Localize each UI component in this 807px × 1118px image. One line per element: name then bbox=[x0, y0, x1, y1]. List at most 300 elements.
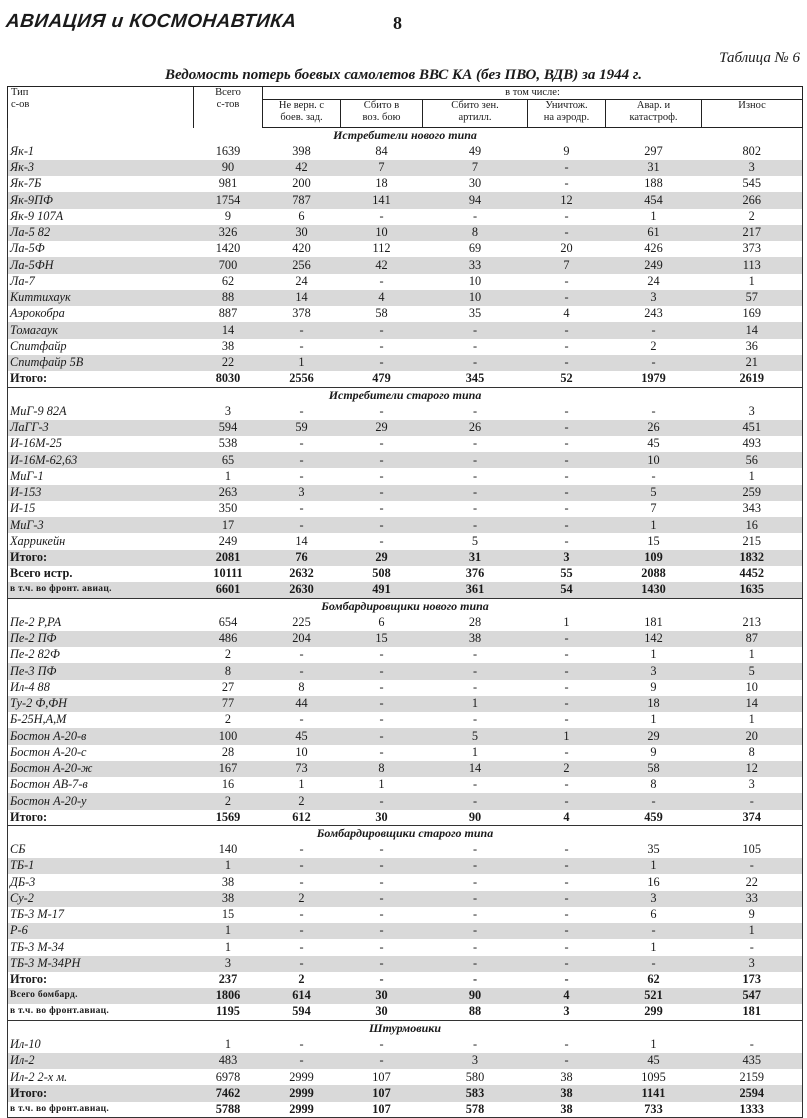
value-cell: 3 bbox=[263, 485, 341, 501]
value-cell: 29 bbox=[341, 550, 423, 566]
table-row bbox=[8, 745, 803, 761]
value-cell: - bbox=[263, 322, 341, 338]
value-cell: - bbox=[299, 468, 304, 483]
value-cell: 491 bbox=[341, 582, 423, 598]
value-cell: 5788 bbox=[194, 1102, 263, 1118]
col-header-wear bbox=[702, 100, 803, 128]
value-cell: 88 bbox=[194, 290, 263, 306]
value-cell: - bbox=[379, 972, 384, 987]
table-row bbox=[8, 923, 803, 939]
value-cell: 1569 bbox=[194, 810, 263, 826]
value-cell: 217 bbox=[702, 225, 803, 241]
value-cell: 4 bbox=[528, 988, 606, 1004]
value-cell: 142 bbox=[606, 631, 702, 647]
section-title: Бомбардировщики старого типа bbox=[316, 826, 494, 841]
value-cell: 30 bbox=[263, 225, 341, 241]
value-cell: 14 bbox=[263, 290, 341, 306]
value-cell: - bbox=[606, 322, 702, 338]
value-cell: 2630 bbox=[263, 582, 341, 598]
value-cell: 1095 bbox=[641, 1069, 666, 1084]
value-cell: - bbox=[299, 712, 304, 727]
value-cell: 38 bbox=[528, 1102, 606, 1118]
value-cell: 213 bbox=[742, 614, 761, 629]
value-cell: 42 bbox=[263, 160, 341, 176]
value-cell: 259 bbox=[702, 485, 803, 501]
aircraft-type-cell: МиГ-3 bbox=[8, 517, 194, 533]
aircraft-type-cell: ДБ-3 bbox=[10, 874, 36, 889]
value-cell: - bbox=[379, 842, 384, 857]
value-cell: 1 bbox=[563, 614, 570, 629]
table-row bbox=[8, 615, 803, 631]
value-cell: 38 bbox=[560, 1069, 573, 1084]
value-cell: 1 bbox=[298, 777, 305, 792]
value-cell: 426 bbox=[644, 241, 663, 256]
value-cell: - bbox=[606, 923, 702, 939]
value-cell: - bbox=[341, 728, 423, 744]
value-cell: 90 bbox=[423, 810, 528, 826]
aircraft-type-cell: Бостон А-20-с bbox=[10, 744, 87, 759]
value-cell: - bbox=[379, 403, 384, 418]
value-cell: 61 bbox=[606, 225, 702, 241]
value-cell: 38 bbox=[528, 1085, 606, 1101]
value-cell: - bbox=[528, 923, 606, 939]
value-cell: 38 bbox=[194, 891, 263, 907]
value-cell: - bbox=[299, 1037, 304, 1052]
value-cell: - bbox=[341, 956, 423, 972]
value-cell: 49 bbox=[468, 143, 482, 158]
value-cell: - bbox=[263, 858, 341, 874]
aircraft-type-cell: Бостон А-20-ж bbox=[8, 761, 194, 777]
value-cell: - bbox=[528, 696, 606, 712]
value-cell: 2 bbox=[748, 208, 755, 223]
value-cell: - bbox=[472, 777, 478, 792]
value-cell: 451 bbox=[702, 420, 803, 436]
section-title-row bbox=[8, 128, 803, 144]
value-cell: 9 bbox=[224, 208, 232, 223]
value-cell: 9 bbox=[650, 679, 657, 694]
value-cell: - bbox=[564, 403, 569, 418]
value-cell: 1 bbox=[606, 517, 702, 533]
aircraft-type-cell: И-153 bbox=[8, 485, 194, 501]
value-cell: - bbox=[564, 907, 569, 922]
value-cell: - bbox=[341, 696, 423, 712]
value-cell: 22 bbox=[194, 355, 263, 371]
value-cell: 88 bbox=[423, 1004, 528, 1020]
value-cell: 29 bbox=[606, 728, 702, 744]
value-cell: - bbox=[263, 663, 341, 679]
value-cell: 7462 bbox=[194, 1085, 263, 1101]
value-cell: 57 bbox=[702, 290, 803, 306]
table-row bbox=[8, 257, 803, 273]
table-row bbox=[8, 566, 803, 582]
value-cell: 266 bbox=[702, 192, 803, 208]
table-row bbox=[8, 1069, 803, 1085]
value-cell: 594 bbox=[263, 1004, 341, 1020]
aircraft-type-cell: Спитфайр bbox=[10, 338, 67, 353]
value-cell: 15 bbox=[221, 907, 235, 922]
value-cell: 483 bbox=[194, 1053, 263, 1069]
value-cell: 8 bbox=[194, 663, 263, 679]
value-cell: 105 bbox=[742, 842, 761, 857]
table-row bbox=[8, 939, 803, 955]
value-cell: 654 bbox=[218, 614, 238, 629]
value-cell: 33 bbox=[423, 257, 528, 273]
value-cell: 65 bbox=[194, 452, 263, 468]
aircraft-type-cell: ТБ-3 М-17 bbox=[10, 907, 65, 922]
value-cell: 614 bbox=[263, 988, 341, 1004]
value-cell: 3 bbox=[702, 160, 803, 176]
table-row bbox=[8, 712, 803, 728]
aircraft-type-cell: ТБ-3 М-34РН bbox=[8, 956, 194, 972]
value-cell: - bbox=[423, 923, 528, 939]
value-cell: - bbox=[423, 891, 528, 907]
value-cell: - bbox=[528, 485, 606, 501]
value-cell: 76 bbox=[263, 550, 341, 566]
value-cell: 508 bbox=[372, 566, 391, 581]
table-row bbox=[8, 777, 803, 793]
value-cell: 15 bbox=[341, 631, 423, 647]
col-header-flak-text: Сбито зен. артилл. bbox=[451, 100, 499, 123]
aircraft-type-cell: МиГ-9 82А bbox=[10, 403, 67, 418]
value-cell: 204 bbox=[263, 631, 341, 647]
value-cell: 55 bbox=[560, 566, 573, 581]
value-cell: 30 bbox=[341, 988, 423, 1004]
table-row bbox=[8, 241, 803, 257]
value-cell: 2159 bbox=[739, 1069, 765, 1084]
table-row bbox=[8, 1004, 803, 1020]
value-cell: 10 bbox=[745, 679, 758, 694]
value-cell: 4 bbox=[563, 306, 570, 321]
value-cell: 9 bbox=[650, 744, 657, 759]
value-cell: - bbox=[564, 939, 569, 954]
value-cell: 36 bbox=[745, 338, 758, 353]
table-row bbox=[8, 1085, 803, 1101]
value-cell: 52 bbox=[528, 371, 606, 387]
aircraft-type-cell: ЛаГГ-3 bbox=[8, 420, 194, 436]
value-cell: 8 bbox=[748, 744, 755, 759]
table-row bbox=[8, 306, 803, 322]
value-cell: - bbox=[299, 842, 304, 857]
table-row bbox=[8, 371, 803, 387]
aircraft-type-cell: Итого: bbox=[8, 371, 194, 387]
value-cell: 580 bbox=[465, 1069, 485, 1084]
value-cell: 16 bbox=[647, 874, 660, 889]
value-cell: 21 bbox=[702, 355, 803, 371]
col-header-not-returned-text: Не верн. с боев. зад. bbox=[278, 100, 325, 123]
value-cell: 16 bbox=[221, 777, 235, 792]
table-row bbox=[8, 144, 803, 160]
value-cell: 700 bbox=[194, 257, 263, 273]
value-cell: 2 bbox=[224, 712, 232, 727]
value-cell: 420 bbox=[292, 241, 311, 256]
value-cell: 1 bbox=[748, 647, 755, 662]
value-cell: 2 bbox=[528, 761, 606, 777]
value-cell: 1 bbox=[650, 712, 657, 727]
value-cell: 7 bbox=[423, 160, 528, 176]
col-header-total-text: Всего с-тов bbox=[215, 87, 241, 110]
value-cell: - bbox=[299, 501, 304, 516]
value-cell: 2 bbox=[194, 793, 263, 809]
value-cell: 16 bbox=[702, 517, 803, 533]
value-cell: 181 bbox=[702, 1004, 803, 1020]
aircraft-type-cell: Ла-5Ф bbox=[10, 241, 45, 256]
value-cell: - bbox=[749, 939, 754, 954]
value-cell: 30 bbox=[468, 176, 482, 191]
value-cell: 169 bbox=[742, 306, 761, 321]
aircraft-type-cell: Як-3 bbox=[8, 160, 194, 176]
value-cell: 479 bbox=[341, 371, 423, 387]
aircraft-type-cell: Пе-2 Р,РА bbox=[10, 614, 62, 629]
value-cell: 90 bbox=[194, 160, 263, 176]
value-cell: - bbox=[341, 793, 423, 809]
value-cell: - bbox=[341, 355, 423, 371]
table-row bbox=[8, 176, 803, 192]
value-cell: - bbox=[379, 436, 384, 451]
aircraft-type-cell: Бостон А-20-в bbox=[8, 728, 194, 744]
aircraft-type-cell: Аэрокобра bbox=[10, 306, 65, 321]
table-row bbox=[8, 793, 803, 809]
value-cell: - bbox=[263, 956, 341, 972]
value-cell: 493 bbox=[742, 436, 761, 451]
aircraft-type-cell: Ла-5 82 bbox=[8, 225, 194, 241]
value-cell: - bbox=[472, 939, 478, 954]
table-title: Ведомость потерь боевых самолетов ВВС КА (без ПВО, ВДВ) за 1944 г. bbox=[165, 67, 642, 83]
value-cell: - bbox=[564, 744, 569, 759]
value-cell: 87 bbox=[702, 631, 803, 647]
value-cell: 44 bbox=[263, 696, 341, 712]
value-cell: 77 bbox=[194, 696, 263, 712]
table-row bbox=[8, 225, 803, 241]
value-cell: - bbox=[472, 208, 478, 223]
value-cell: 578 bbox=[423, 1102, 528, 1118]
value-cell: 225 bbox=[292, 614, 311, 629]
value-cell: 398 bbox=[292, 143, 311, 158]
value-cell: 3 bbox=[606, 663, 702, 679]
value-cell: - bbox=[528, 1053, 606, 1069]
value-cell: 109 bbox=[606, 550, 702, 566]
value-cell: 454 bbox=[606, 192, 702, 208]
value-cell: 1979 bbox=[606, 371, 702, 387]
aircraft-type-cell: Спитфайр 5В bbox=[8, 355, 194, 371]
table-row bbox=[8, 582, 803, 598]
col-header-accidents-text: Авар. и катастроф. bbox=[629, 100, 678, 123]
value-cell: 7 bbox=[341, 160, 423, 176]
value-cell: 1 bbox=[702, 923, 803, 939]
aircraft-type-cell: Ла-5ФН bbox=[8, 257, 194, 273]
aircraft-type-cell: Як-9ПФ bbox=[8, 192, 194, 208]
value-cell: - bbox=[341, 663, 423, 679]
value-cell: - bbox=[528, 793, 606, 809]
table-row bbox=[8, 972, 803, 988]
value-cell: - bbox=[341, 485, 423, 501]
value-cell: - bbox=[472, 712, 478, 727]
col-header-flak bbox=[423, 100, 528, 128]
value-cell: 188 bbox=[644, 176, 663, 191]
value-cell: 26 bbox=[606, 420, 702, 436]
col-header-airfield bbox=[528, 100, 606, 128]
value-cell: 2999 bbox=[263, 1085, 341, 1101]
value-cell: 5 bbox=[606, 485, 702, 501]
value-cell: 1 bbox=[606, 858, 702, 874]
value-cell: 10 bbox=[295, 744, 308, 759]
aircraft-type-cell: Всего бомбард. bbox=[8, 988, 194, 1004]
value-cell: - bbox=[528, 160, 606, 176]
value-cell: 113 bbox=[702, 257, 803, 273]
value-cell: 45 bbox=[606, 1053, 702, 1069]
col-header-air-combat bbox=[341, 100, 423, 128]
value-cell: 107 bbox=[341, 1102, 423, 1118]
value-cell: - bbox=[379, 907, 384, 922]
aircraft-type-cell: Бостон АВ-7-в bbox=[10, 777, 88, 792]
value-cell: 2999 bbox=[263, 1102, 341, 1118]
value-cell: - bbox=[423, 663, 528, 679]
value-cell: - bbox=[423, 956, 528, 972]
value-cell: - bbox=[528, 956, 606, 972]
value-cell: - bbox=[564, 468, 569, 483]
value-cell: 8 bbox=[423, 225, 528, 241]
value-cell: 22 bbox=[745, 874, 758, 889]
value-cell: - bbox=[263, 923, 341, 939]
value-cell: 361 bbox=[423, 582, 528, 598]
value-cell: 326 bbox=[194, 225, 263, 241]
table-row bbox=[8, 696, 803, 712]
value-cell: 10 bbox=[341, 225, 423, 241]
value-cell: 167 bbox=[194, 761, 263, 777]
value-cell: 237 bbox=[218, 972, 238, 987]
value-cell: - bbox=[379, 273, 384, 288]
page-number: 8 bbox=[393, 13, 402, 33]
value-cell: 612 bbox=[263, 810, 341, 826]
value-cell: 1 bbox=[748, 468, 755, 483]
value-cell: - bbox=[528, 452, 606, 468]
table-row bbox=[8, 517, 803, 533]
value-cell: 28 bbox=[468, 614, 482, 629]
value-cell: 374 bbox=[702, 810, 803, 826]
value-cell: - bbox=[299, 647, 304, 662]
value-cell: 73 bbox=[263, 761, 341, 777]
value-cell: 31 bbox=[423, 550, 528, 566]
value-cell: 1754 bbox=[194, 192, 263, 208]
aircraft-type-cell: Итого: bbox=[8, 550, 194, 566]
aircraft-type-cell: Як-7Б bbox=[10, 176, 42, 191]
value-cell: - bbox=[749, 1037, 754, 1052]
value-cell: - bbox=[379, 1037, 384, 1052]
section-title: Истребители старого типа bbox=[328, 387, 482, 402]
value-cell: 84 bbox=[375, 143, 388, 158]
value-cell: - bbox=[472, 436, 478, 451]
table-row bbox=[8, 485, 803, 501]
value-cell: - bbox=[423, 517, 528, 533]
table-row bbox=[8, 761, 803, 777]
value-cell: 1 bbox=[194, 923, 263, 939]
value-cell: 58 bbox=[606, 761, 702, 777]
value-cell: - bbox=[564, 501, 569, 516]
table-row bbox=[8, 680, 803, 696]
table-row bbox=[8, 1053, 803, 1069]
value-cell: - bbox=[528, 517, 606, 533]
col-header-type-text: Тип с-ов bbox=[11, 87, 30, 110]
value-cell: 90 bbox=[423, 988, 528, 1004]
table-row bbox=[8, 1102, 803, 1118]
value-cell: 20 bbox=[560, 241, 573, 256]
value-cell: - bbox=[341, 923, 423, 939]
table-row bbox=[8, 907, 803, 923]
table-row bbox=[8, 858, 803, 874]
table-row bbox=[8, 874, 803, 890]
value-cell: - bbox=[341, 322, 423, 338]
value-cell: 1639 bbox=[215, 143, 241, 158]
aircraft-type-cell: Всего истр. bbox=[10, 566, 73, 581]
value-cell: 1 bbox=[650, 1037, 657, 1052]
value-cell: - bbox=[606, 355, 702, 371]
value-cell: 8030 bbox=[194, 371, 263, 387]
value-cell: 38 bbox=[221, 874, 235, 889]
value-cell: - bbox=[379, 647, 384, 662]
value-cell: 802 bbox=[742, 143, 761, 158]
value-cell: 14 bbox=[194, 322, 263, 338]
value-cell: 9 bbox=[748, 907, 755, 922]
value-cell: 30 bbox=[341, 810, 423, 826]
value-cell: - bbox=[379, 874, 384, 889]
value-cell: 1195 bbox=[194, 1004, 263, 1020]
value-cell: 28 bbox=[221, 744, 235, 759]
value-cell: 38 bbox=[221, 338, 235, 353]
value-cell: - bbox=[379, 468, 384, 483]
value-cell: 173 bbox=[742, 972, 761, 987]
magazine-title: АВИАЦИЯ и КОСМОНАВТИКА bbox=[4, 11, 298, 32]
table-row bbox=[8, 192, 803, 208]
value-cell: - bbox=[528, 420, 606, 436]
value-cell: 1 bbox=[650, 208, 657, 223]
value-cell: - bbox=[564, 338, 569, 353]
value-cell: - bbox=[606, 793, 702, 809]
value-cell: 733 bbox=[606, 1102, 702, 1118]
value-cell: 140 bbox=[218, 842, 238, 857]
col-header-not-returned bbox=[263, 100, 341, 128]
value-cell: - bbox=[423, 793, 528, 809]
value-cell: 6 bbox=[378, 614, 385, 629]
value-cell: - bbox=[528, 290, 606, 306]
section-title: Истребители нового типа bbox=[333, 128, 477, 142]
value-cell: 3 bbox=[224, 403, 232, 418]
value-cell: 2594 bbox=[702, 1085, 803, 1101]
value-cell: - bbox=[472, 679, 478, 694]
aircraft-type-cell: Итого: bbox=[8, 810, 194, 826]
value-cell: - bbox=[651, 403, 656, 418]
value-cell: 30 bbox=[341, 1004, 423, 1020]
section-title-row bbox=[8, 598, 803, 614]
value-cell: 24 bbox=[647, 273, 660, 288]
value-cell: 8 bbox=[298, 679, 305, 694]
value-cell: 100 bbox=[194, 728, 263, 744]
value-cell: - bbox=[341, 517, 423, 533]
value-cell: 594 bbox=[194, 420, 263, 436]
value-cell: 2 bbox=[224, 647, 232, 662]
aircraft-type-cell: И-15 bbox=[10, 501, 36, 516]
value-cell: 343 bbox=[742, 501, 761, 516]
value-cell: 345 bbox=[423, 371, 528, 387]
aircraft-type-cell: Итого: bbox=[8, 1085, 194, 1101]
value-cell: - bbox=[379, 744, 384, 759]
aircraft-type-cell: Томагаук bbox=[8, 322, 194, 338]
value-cell: 20 bbox=[702, 728, 803, 744]
value-cell: 5 bbox=[423, 728, 528, 744]
value-cell: 243 bbox=[644, 306, 663, 321]
col-header-airfield-text: Уничтож. на аэродр. bbox=[543, 100, 590, 123]
value-cell: - bbox=[564, 972, 569, 987]
value-cell: - bbox=[528, 663, 606, 679]
value-cell: 35 bbox=[647, 842, 660, 857]
